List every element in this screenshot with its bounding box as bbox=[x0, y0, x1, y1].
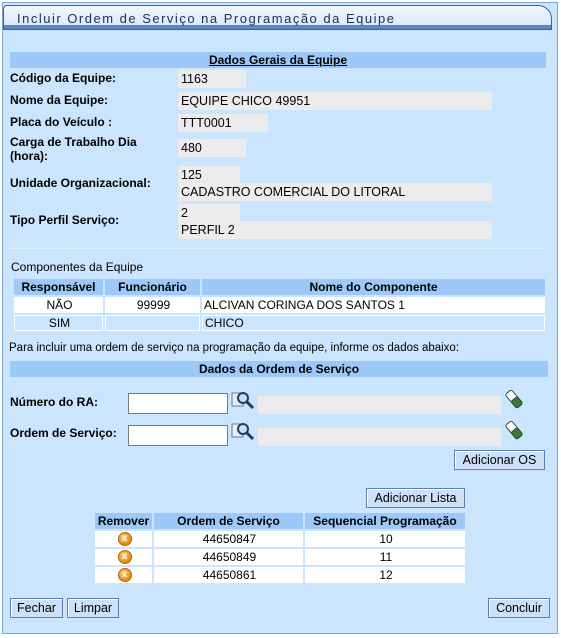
placa-veiculo-value: TTT0001 bbox=[178, 114, 268, 132]
ordem-servico-cell: 44650847 bbox=[154, 531, 303, 547]
os-description-value bbox=[258, 428, 501, 446]
funcionario-cell bbox=[105, 315, 200, 331]
codigo-equipe-value: 1163 bbox=[178, 70, 246, 88]
col-funcionario: Funcionário bbox=[105, 279, 200, 295]
nome-componente-cell: CHICO bbox=[202, 315, 545, 331]
magnifier-icon[interactable] bbox=[231, 421, 255, 443]
ordem-servico-label: Ordem de Serviço: bbox=[10, 426, 117, 440]
col-remover: Remover bbox=[95, 513, 152, 529]
numero-ra-input[interactable] bbox=[128, 393, 228, 414]
col-sequencial: Sequencial Programação bbox=[305, 513, 465, 529]
divider bbox=[8, 248, 546, 249]
remove-cell bbox=[95, 531, 152, 547]
placa-veiculo-label: Placa do Veículo : bbox=[10, 115, 113, 129]
remove-icon[interactable]: x bbox=[118, 532, 132, 546]
table-row bbox=[95, 531, 465, 547]
ordens-table bbox=[93, 511, 467, 585]
fechar-button[interactable]: Fechar bbox=[10, 598, 63, 618]
sequencial-cell: 10 bbox=[305, 531, 465, 547]
remove-icon[interactable]: x bbox=[118, 568, 132, 582]
responsavel-cell: SIM bbox=[14, 315, 103, 331]
ordem-servico-cell: 44650861 bbox=[154, 567, 303, 583]
table-row bbox=[95, 567, 465, 583]
unidade-organizacional-label: Unidade Organizacional: bbox=[10, 176, 151, 190]
remove-cell bbox=[95, 567, 152, 583]
concluir-button[interactable]: Concluir bbox=[488, 598, 550, 618]
unidade-nome-value: CADASTRO COMERCIAL DO LITORAL bbox=[178, 183, 492, 201]
nome-equipe-label: Nome da Equipe: bbox=[10, 93, 109, 107]
ordem-servico-input[interactable] bbox=[128, 425, 228, 446]
carga-trabalho-label: Carga de Trabalho Dia (hora): bbox=[10, 135, 137, 163]
window-title: Incluir Ordem de Serviço na Programação da Equipe bbox=[3, 5, 552, 30]
remove-icon[interactable]: x bbox=[118, 550, 132, 564]
perfil-nome-value: PERFIL 2 bbox=[178, 221, 492, 239]
table-row bbox=[14, 297, 545, 313]
ra-description-value bbox=[258, 396, 501, 414]
eraser-icon[interactable] bbox=[505, 389, 523, 409]
dados-gerais-header-text: Dados Gerais da Equipe bbox=[208, 53, 348, 67]
nome-equipe-value: EQUIPE CHICO 49951 bbox=[178, 92, 492, 110]
componentes-table bbox=[12, 277, 547, 333]
unidade-codigo-value: 125 bbox=[178, 166, 240, 184]
col-responsavel: Responsável bbox=[14, 279, 103, 295]
col-nome-componente: Nome do Componente bbox=[202, 279, 545, 295]
nome-componente-cell: ALCIVAN CORINGA DOS SANTOS 1 bbox=[202, 297, 545, 313]
eraser-icon[interactable] bbox=[505, 420, 523, 440]
instructions-text: Para incluir uma ordem de serviço na programação da equipe, informe os dados abaixo: bbox=[9, 342, 460, 354]
table-row bbox=[14, 315, 545, 331]
dados-gerais-header bbox=[10, 52, 546, 68]
tipo-perfil-label: Tipo Perfil Serviço: bbox=[10, 213, 120, 227]
ordem-servico-cell: 44650849 bbox=[154, 549, 303, 565]
funcionario-cell: 99999 bbox=[105, 297, 200, 313]
sequencial-cell: 12 bbox=[305, 567, 465, 583]
perfil-codigo-value: 2 bbox=[178, 204, 240, 222]
componentes-title: Componentes da Equipe bbox=[11, 260, 144, 274]
remove-cell bbox=[95, 549, 152, 565]
sequencial-cell: 11 bbox=[305, 549, 465, 565]
adicionar-os-button[interactable]: Adicionar OS bbox=[454, 450, 545, 470]
dados-os-header bbox=[10, 361, 548, 377]
magnifier-icon[interactable] bbox=[231, 390, 255, 412]
dados-os-header-text: Dados da Ordem de Serviço bbox=[198, 362, 360, 376]
numero-ra-label: Número do RA: bbox=[10, 395, 98, 409]
limpar-button[interactable]: Limpar bbox=[67, 598, 119, 618]
responsavel-cell: NÃO bbox=[14, 297, 103, 313]
col-ordem-servico: Ordem de Serviço bbox=[154, 513, 303, 529]
carga-trabalho-value: 480 bbox=[178, 139, 246, 157]
adicionar-lista-button[interactable]: Adicionar Lista bbox=[366, 488, 465, 508]
table-row bbox=[95, 549, 465, 565]
codigo-equipe-label: Código da Equipe: bbox=[10, 71, 116, 85]
